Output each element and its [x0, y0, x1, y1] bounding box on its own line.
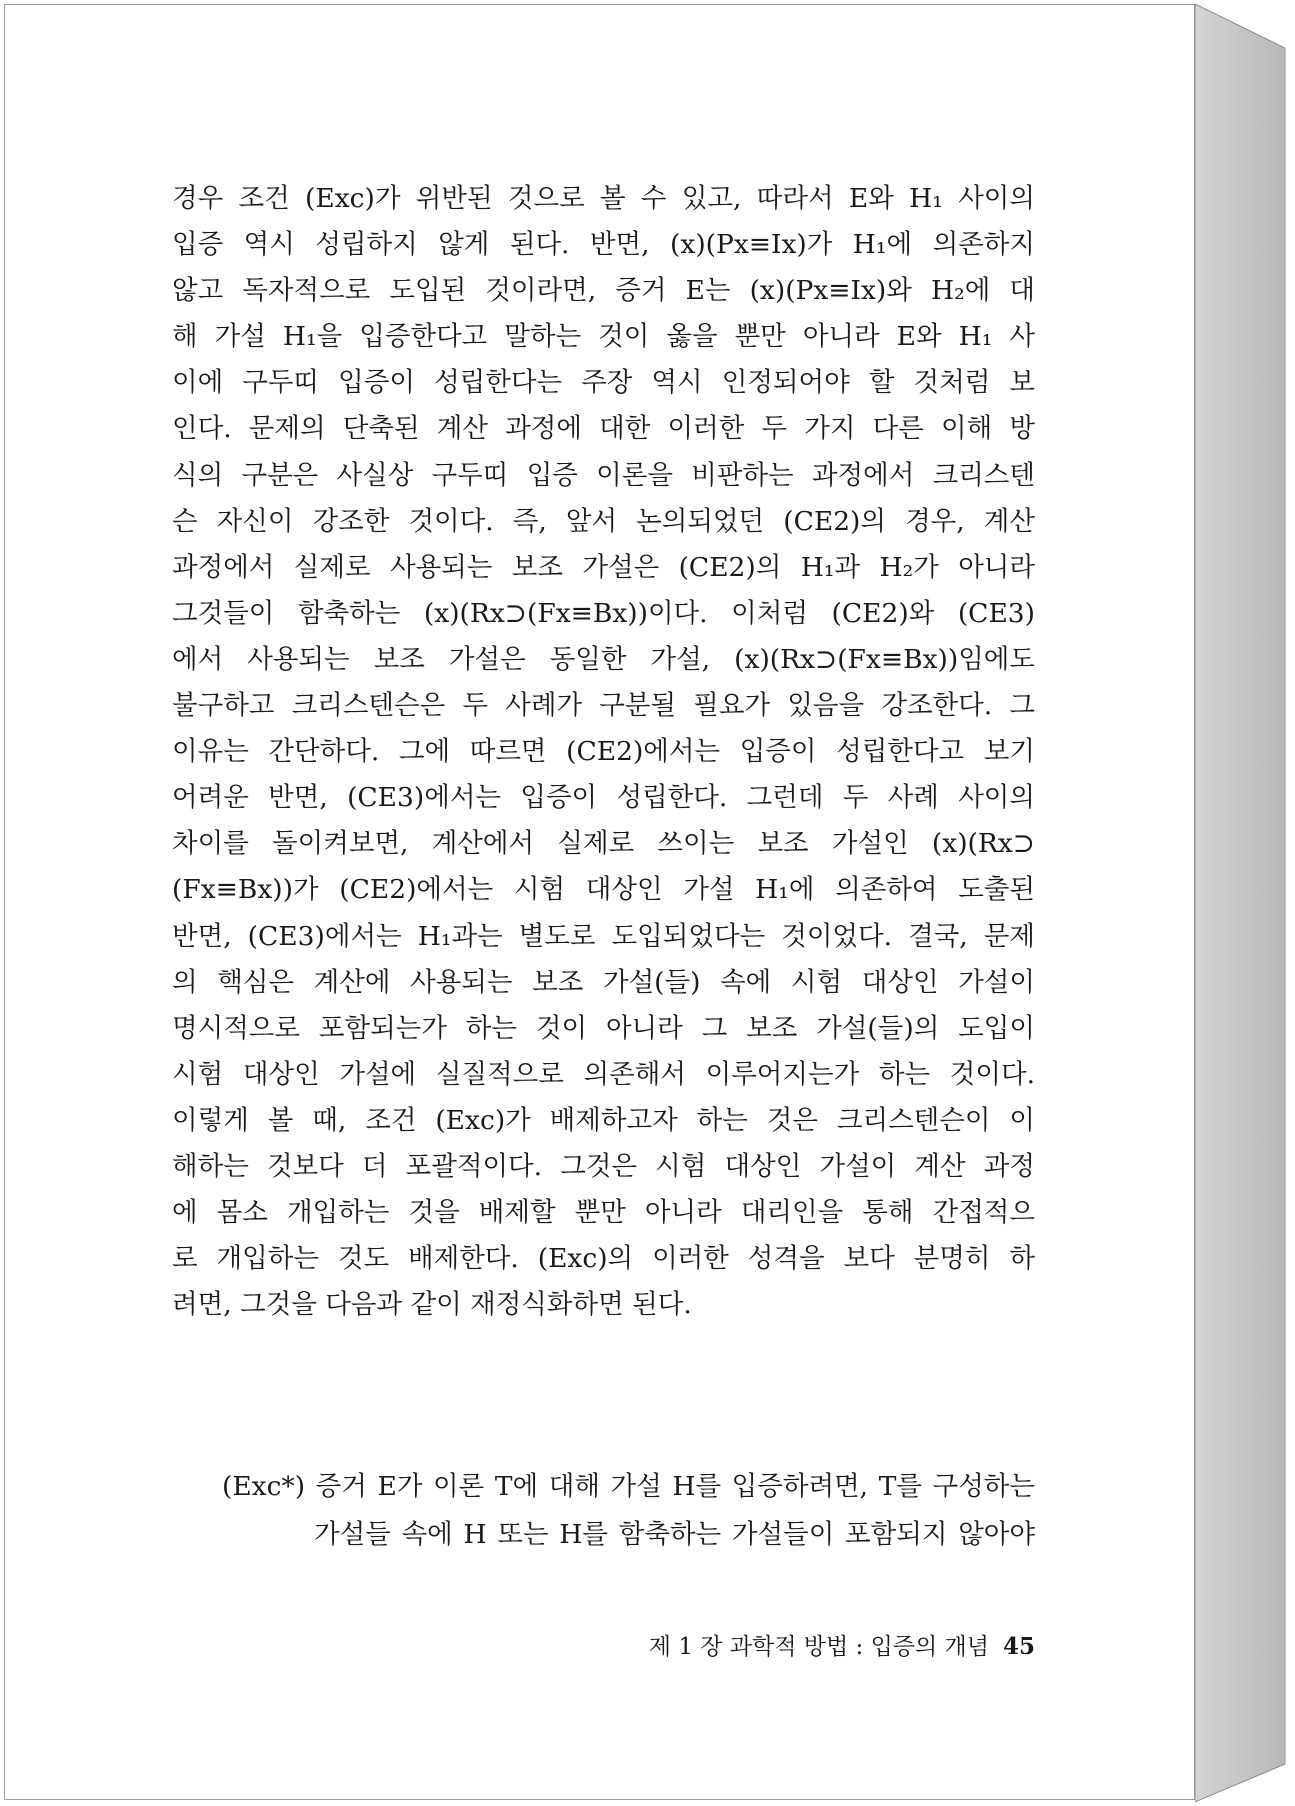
text-line: 이에 구두띠 입증이 성립한다는 주장 역시 인정되어야 할 것처럼 보 [172, 367, 1035, 399]
page-number: 45 [1002, 1633, 1035, 1660]
text-line: 이유는 간단하다. 그에 따르면 (CE2)에서는 입증이 성립한다고 보기 [172, 736, 1035, 768]
book-page-edges [1195, 0, 1295, 1806]
text-line: 과정에서 실제로 사용되는 보조 가설은 (CE2)의 H₁과 H₂가 아니라 [172, 551, 1035, 583]
text-line: 이렇게 볼 때, 조건 (Exc)가 배제하고자 하는 것은 크리스텐슨이 이 [172, 1104, 1035, 1136]
text-line: 에 몸소 개입하는 것을 배제할 뿐만 아니라 대리인을 통해 간접적으 [172, 1197, 1035, 1229]
quote-line: (Exc*) 증거 E가 이론 T에 대해 가설 H를 입증하려면, T를 구성하는 [222, 1471, 1035, 1502]
text-line: 해 가설 H₁을 입증한다고 말하는 것이 옳을 뿐만 아니라 E와 H₁ 사 [172, 321, 1035, 353]
text-line: 의 핵심은 계산에 사용되는 보조 가설(들) 속에 시험 대상인 가설이 [172, 966, 1035, 998]
quote-line: 가설들 속에 H 또는 H를 함축하는 가설들이 포함되지 않아야 [314, 1519, 1035, 1550]
page-stack-graphic [1195, 0, 1295, 1806]
text-line: (Fx≡Bx))가 (CE2)에서는 시험 대상인 가설 H₁에 의존하여 도출된 [172, 874, 1035, 906]
text-line: 명시적으로 포함되는가 하는 것이 아니라 그 보조 가설(들)의 도입이 [172, 1012, 1035, 1044]
text-line: 불구하고 크리스텐슨은 두 사례가 구분될 필요가 있음을 강조한다. 그 [172, 690, 1035, 722]
text-line: 차이를 돌이켜보면, 계산에서 실제로 쓰이는 보조 가설인 (x)(Rx⊃ [172, 828, 1035, 860]
text-line: 로 개입하는 것도 배제한다. (Exc)의 이러한 성격을 보다 분명히 하 [172, 1243, 1035, 1275]
text-line: 려면, 그것을 다음과 같이 재정식화하면 된다. [172, 1289, 692, 1321]
text-line: 식의 구분은 사실상 구두띠 입증 이론을 비판하는 과정에서 크리스텐 [172, 459, 1035, 491]
text-line: 시험 대상인 가설에 실질적으로 의존해서 이루어지는가 하는 것이다. [172, 1058, 1035, 1090]
text-line: 에서 사용되는 보조 가설은 동일한 가설, (x)(Rx⊃(Fx≡Bx))임에도 [172, 643, 1035, 675]
page-footer [600, 1628, 1035, 1661]
running-head: 제 1 장 과학적 방법 : 입증의 개념 [648, 1634, 989, 1660]
text-line: 반면, (CE3)에서는 H₁과는 별도로 도입되었다는 것이었다. 결국, 문제 [172, 920, 1035, 952]
text-line: 그것들이 함축하는 (x)(Rx⊃(Fx≡Bx))이다. 이처럼 (CE2)와 (CE3) [172, 597, 1035, 629]
block-quote-exc-star [222, 1463, 1035, 1559]
text-line: 입증 역시 성립하지 않게 된다. 반면, (x)(Px≡Ix)가 H₁에 의존하지 [172, 229, 1035, 261]
text-line: 경우 조건 (Exc)가 위반된 것으로 볼 수 있고, 따라서 E와 H₁ 사이의 [172, 183, 1035, 214]
body-text [172, 176, 1035, 1328]
text-line: 해하는 것보다 더 포괄적이다. 그것은 시험 대상인 가설이 계산 과정 [172, 1150, 1035, 1182]
text-line: 않고 독자적으로 도입된 것이라면, 증거 E는 (x)(Px≡Ix)와 H₂에 대 [172, 275, 1035, 307]
text-line: 슨 자신이 강조한 것이다. 즉, 앞서 논의되었던 (CE2)의 경우, 계산 [172, 505, 1035, 537]
text-line: 인다. 문제의 단축된 계산 과정에 대한 이러한 두 가지 다른 이해 방 [172, 413, 1035, 445]
text-line: 어려운 반면, (CE3)에서는 입증이 성립한다. 그런데 두 사례 사이의 [172, 782, 1035, 814]
